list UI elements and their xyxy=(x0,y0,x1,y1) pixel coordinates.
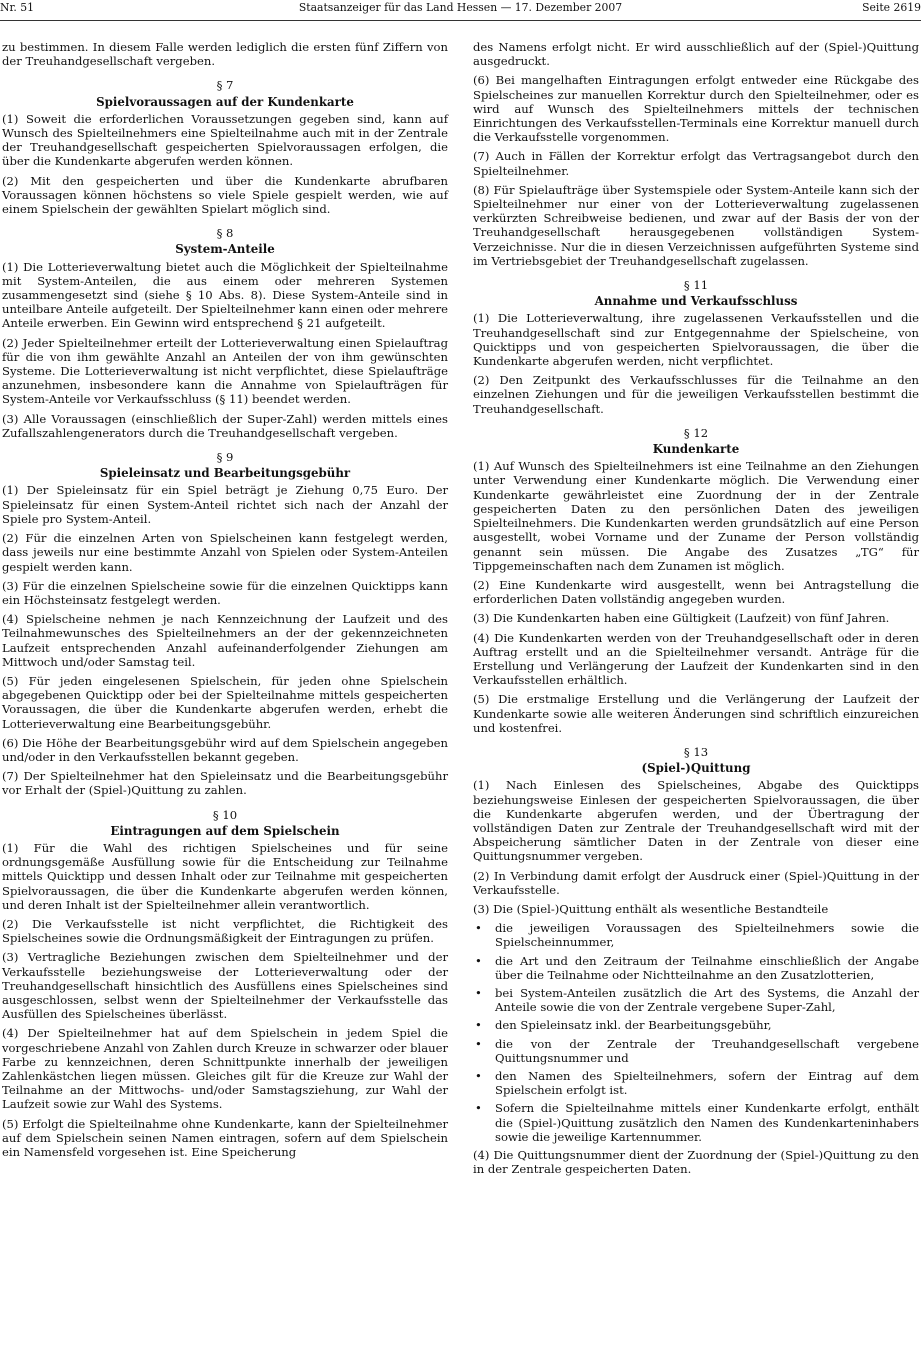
paragraph: (3) Vertragliche Beziehungen zwischen dem Spielteilnehmer und der Verkaufsstelle beziehungsweise der Lotterieverwaltung oder der Treuhandgesellschaft hinsichtlich des Ausfüllens eines Spielscheines sind ausgeschlossen, selbst wenn der Spielteilnehmer der Verkaufsstelle das Ausfüllen des Spielscheines überlässt. xyxy=(2,950,448,1022)
section-title: Annahme und Verkaufsschluss xyxy=(594,294,798,309)
page-number: Seite 2619 xyxy=(862,1,921,14)
paragraph: (1) Auf Wunsch des Spielteilnehmers ist eine Teilnahme an den Ziehungen unter Verwendung einer Kundenkarte möglich. Die Verwendung einer Kundenkarte gewährleistet eine Zuordnung der in der Zentrale gespeicherten Daten zu den persönlichen Daten des jeweiligen Spielteilnehmers. Die Kundenkarten werden grundsätzlich auf eine Person ausgestellt, wobei Vorname und der Zuname der Person vollständig genannt sein müssen. Die Angabe des Zusatzes „TG“ für Tippgemeinschaften nach dem Zunamen ist möglich. xyxy=(473,459,919,573)
paragraph: (3) Für die einzelnen Spielscheine sowie für die einzelnen Quicktipps kann ein Höchsteinsatz festgelegt werden. xyxy=(2,578,448,607)
paragraph: (1) Die Lotterieverwaltung bietet auch die Möglichkeit der Spielteilnahme mit System-Anteilen, die aus einem oder mehreren Systemen zusammengesetzt sind (siehe § 10 Abs. 8). Diese System-Anteile sind in unteilbare Anteile aufgeteilt. Der Spielteilnehmer kann einen oder mehrere Anteile erwerben. Ein Gewinn wird entsprechend § 21 aufgeteilt. xyxy=(2,259,448,331)
section-title: Kundenkarte xyxy=(652,442,740,457)
section-number: § 11 xyxy=(683,278,709,293)
paragraph: (5) Die erstmalige Erstellung und die Verlängerung der Laufzeit der Kundenkarte sowie alle weiteren Änderungen sind schriftlich einzureichen und kostenfrei. xyxy=(473,692,919,735)
list-item xyxy=(473,1037,919,1065)
paragraph: (1) Nach Einlesen des Spielscheines, Abgabe des Quicktipps beziehungsweise Einlesen der gespeicherten Spielvoraussagen, die über die Kundenkarte abgerufen werden, und der Übertragung der vollständigen Daten zur Zentrale der Treuhandgesellschaft wird mit der Abspeicherung sämtlicher Daten in der Zentrale von dieser eine Quittungsnummer vergeben. xyxy=(473,778,919,864)
paragraph: (3) Alle Voraussagen (einschließlich der Super-Zahl) werden mittels eines Zufallszahlengenerators durch die Treuhandgesellschaft vergeben. xyxy=(2,411,448,440)
list-item xyxy=(473,986,919,1014)
paragraph: (2) Für die einzelnen Arten von Spielscheinen kann festgelegt werden, dass jeweils nur eine bestimmte Anzahl von Spielen oder System-Anteilen gespielt werden kann. xyxy=(2,531,448,574)
paragraph: (5) Für jeden eingelesenen Spielschein, für jeden ohne Spielschein abgegebenen Quicktipp oder bei der Spielteilnahme mittels gespeicherten Voraussagen, die über die Kundenkarte abgerufen werden, erhebt die Lotterieverwaltung eine Bearbeitungsgebühr. xyxy=(2,673,448,731)
list-item xyxy=(473,1069,919,1097)
paragraph: (7) Der Spielteilnehmer hat den Spieleinsatz und die Bearbeitungsgebühr vor Erhalt der (Spiel-)Quittung zu zahlen. xyxy=(2,769,448,798)
bullet-icon: • xyxy=(475,1069,482,1083)
list-item xyxy=(473,1101,919,1144)
paragraph: (7) Auch in Fällen der Korrektur erfolgt das Vertragsangebot durch den Spielteilnehmer. xyxy=(473,149,919,178)
paragraph: (3) Die (Spiel-)Quittung enthält als wesentliche Bestandteile xyxy=(473,901,829,916)
paragraph: (2) Die Verkaufsstelle ist nicht verpflichtet, die Richtigkeit des Spielscheines sowie die Ordnungsmäßigkeit der Eintragungen zu prüfen. xyxy=(2,916,448,946)
list-item xyxy=(473,954,919,982)
paragraph: (1) Soweit die erforderlichen Voraussetzungen gegeben sind, kann auf Wunsch des Spielteilnehmers eine Spielteilnahme auch mit in der Zentrale der Treuhandgesellschaft gespeicherten Spielvoraussagen erfolgen, die über die Kundenkarte abgerufen werden können. xyxy=(2,111,448,169)
paragraph: (8) Für Spielaufträge über Systemspiele oder System-Anteile kann sich der Spielteilnehmer nur einer von der Lotterieverwaltung zugelassenen verkürzten Schreibweise bedienen, und zwar auf der Basis der von der Treuhandgesellschaft herausgegebenen vollständigen System-Verzeichnisse. Nur die in diesen Verzeichnissen aufgeführten Systeme sind im Vertriebsgebiet der Treuhandgesellschaft zugelassen. xyxy=(473,182,919,268)
paragraph: (4) Spielscheine nehmen je nach Kennzeichnung der Laufzeit und des Teilnahmewunsches des Spielteilnehmers an der der gekennzeichneten Laufzeit entsprechenden Anzahl aufeinanderfolgender Ziehungen am Mittwoch und/oder Samstag teil. xyxy=(2,612,448,669)
paragraph: (1) Für die Wahl des richtigen Spielscheines und für seine ordnungsgemäße Ausfüllung sowie für die Entscheidung zur Teilnahme mittels Quicktipp und dessen Inhalt oder zur Teilnahme mit gespeicherten Spielvoraussagen, die über die Kundenkarte abgerufen werden können, und deren Inhalt ist der Spielteilnehmer allein verantwortlich. xyxy=(2,840,448,912)
section-title: Eintragungen auf dem Spielschein xyxy=(110,823,340,838)
bullet-icon: • xyxy=(475,921,482,936)
paragraph: des Namens erfolgt nicht. Er wird ausschließlich auf der (Spiel-)Quittung ausgedruckt. xyxy=(473,40,919,69)
list-item-text: die Art und den Zeitraum der Teilnahme einschließlich der Angabe über die Teilnahme oder Nichtteilnahme an den Zusatzlotterien, xyxy=(495,953,919,982)
list-item-text: bei System-Anteilen zusätzlich die Art des Systems, die Anzahl der Anteile sowie die von der Zentrale vergebene Super-Zahl, xyxy=(495,985,919,1015)
paragraph: (5) Erfolgt die Spielteilnahme ohne Kundenkarte, kann der Spielteilnehmer auf dem Spielschein seinen Namen eintragen, sofern auf dem Spielschein ein Namensfeld vorgesehen ist. Eine Speicherung xyxy=(2,1116,448,1160)
section-title: (Spiel-)Quittung xyxy=(641,761,751,776)
page-header xyxy=(0,0,921,21)
bullet-list xyxy=(473,921,919,1144)
paragraph: zu bestimmen. In diesem Falle werden lediglich die ersten fünf Ziffern von der Treuhandgesellschaft vergeben. xyxy=(2,40,448,69)
paragraph: (2) Jeder Spielteilnehmer erteilt der Lotterieverwaltung einen Spielauftrag für die von ihm gewählte Anzahl an Anteilen der von ihm gewünschten Systeme. Die Lotterieverwaltung ist nicht verpflichtet, diese Spielaufträge anzunehmen, insbesondere kann die Annahme von Spielaufträgen für System-Anteile vor Verkaufsschluss (§ 11) beendet werden. xyxy=(2,335,448,407)
section-title: Spieleinsatz und Bearbeitungsgebühr xyxy=(99,466,351,481)
publication-title: Staatsanzeiger für das Land Hessen — 17. Dezember 2007 xyxy=(298,1,623,14)
section-number: § 10 xyxy=(212,807,238,822)
section-title: Spielvoraussagen auf der Kundenkarte xyxy=(96,94,354,109)
paragraph: (3) Die Kundenkarten haben eine Gültigkeit (Laufzeit) von fünf Jahren. xyxy=(473,611,890,626)
paragraph: (2) Eine Kundenkarte wird ausgestellt, wenn bei Antragstellung die erforderlichen Daten vollständig angegeben wurden. xyxy=(473,577,919,607)
issue-number: Nr. 51 xyxy=(0,1,35,14)
paragraph: (6) Die Höhe der Bearbeitungsgebühr wird auf dem Spielschein angegeben und/oder in den Verkaufsstellen bekannt gegeben. xyxy=(2,735,448,764)
paragraph: (2) Mit den gespeicherten und über die Kundenkarte abrufbaren Voraussagen können höchstens so viele Spiele gespielt werden, wie auf einem Spielschein der gewählten Spielart möglich sind. xyxy=(2,173,448,217)
list-item-text: den Namen des Spielteilnehmers, sofern der Eintrag auf dem Spielschein erfolgt ist. xyxy=(495,1069,919,1098)
list-item xyxy=(473,1018,919,1032)
list-item-text: Sofern die Spielteilnahme mittels einer Kundenkarte erfolgt, enthält die (Spiel-)Quittung zusätzlich den Namen des Kundenkarteninhabers sowie die jeweilige Kartennummer. xyxy=(495,1101,919,1144)
paragraph: (4) Die Quittungsnummer dient der Zuordnung der (Spiel-)Quittung zu den in der Zentrale gespeicherten Daten. xyxy=(473,1148,919,1177)
section-number: § 13 xyxy=(683,744,709,759)
bullet-icon: • xyxy=(475,1036,482,1051)
bullet-icon: • xyxy=(475,953,482,968)
bullet-icon: • xyxy=(475,985,482,1000)
list-item xyxy=(473,921,919,949)
section-number: § 8 xyxy=(216,226,234,241)
paragraph: (4) Der Spielteilnehmer hat auf dem Spielschein in jedem Spiel die vorgeschriebene Anzahl von Zahlen durch Kreuze in schwarzer oder blauer Farbe zu kennzeichnen, deren Schnittpunkte innerhalb der jeweiligen Zahlenkästchen liegen müssen. Gleiches gilt für die Kreuze zur Wahl der Teilnahme an der Mittwochs- und/oder Samstagsziehung, zur Wahl der Laufzeit sowie zur Wahl des Systems. xyxy=(2,1026,448,1112)
paragraph: (1) Der Spieleinsatz für ein Spiel beträgt je Ziehung 0,75 Euro. Der Spieleinsatz für einen System-Anteil richtet sich nach der Anzahl der Spiele pro System-Anteil. xyxy=(2,483,448,526)
section-number: § 7 xyxy=(216,78,234,93)
bullet-icon: • xyxy=(475,1101,482,1116)
paragraph: (6) Bei mangelhaften Eintragungen erfolgt entweder eine Rückgabe des Spielscheines zur manuellen Korrektur durch den Spielteilnehmer, oder es wird auf Wunsch des Spielteilnehmers mittels der technischen Einrichtungen des Verkaufsstellen-Terminals eine Korrektur manuell durch die Verkaufsstelle vorgenommen. xyxy=(473,73,919,145)
bullet-icon: • xyxy=(475,1018,482,1033)
section-title: System-Anteile xyxy=(175,242,275,257)
paragraph: (2) Den Zeitpunkt des Verkaufsschlusses für die Teilnahme an den einzelnen Ziehungen und für die jeweiligen Verkaufsstellen bestimmt die Treuhandgesellschaft. xyxy=(473,373,919,416)
right-column xyxy=(473,40,919,1181)
paragraph: (4) Die Kundenkarten werden von der Treuhandgesellschaft oder in deren Auftrag erstellt und an die Spielteilnehmer versandt. Anträge für die Erstellung und Verlängerung der Laufzeit der Kundenkarten sind in den Verkaufsstellen erhältlich. xyxy=(473,630,919,688)
section-number: § 9 xyxy=(216,450,234,465)
list-item-text: die von der Zentrale der Treuhandgesellschaft vergebene Quittungsnummer und xyxy=(495,1036,919,1065)
paragraph: (1) Die Lotterieverwaltung, ihre zugelassenen Verkaufsstellen und die Treuhandgesellschaft sind zur Entgegennahme der Spielscheine, von Quicktipps und von gespeicherten Spielvoraussagen, die über die Kundenkarte abgerufen werden, nicht verpflichtet. xyxy=(473,311,919,369)
list-item-text: den Spieleinsatz inkl. der Bearbeitungsgebühr, xyxy=(495,1018,772,1033)
section-number: § 12 xyxy=(683,425,709,440)
paragraph: (2) In Verbindung damit erfolgt der Ausdruck einer (Spiel-)Quittung in der Verkaufsstelle. xyxy=(473,868,919,897)
list-item-text: die jeweiligen Voraussagen des Spielteilnehmers sowie die Spielscheinnummer, xyxy=(495,921,919,950)
left-column xyxy=(2,40,448,1164)
